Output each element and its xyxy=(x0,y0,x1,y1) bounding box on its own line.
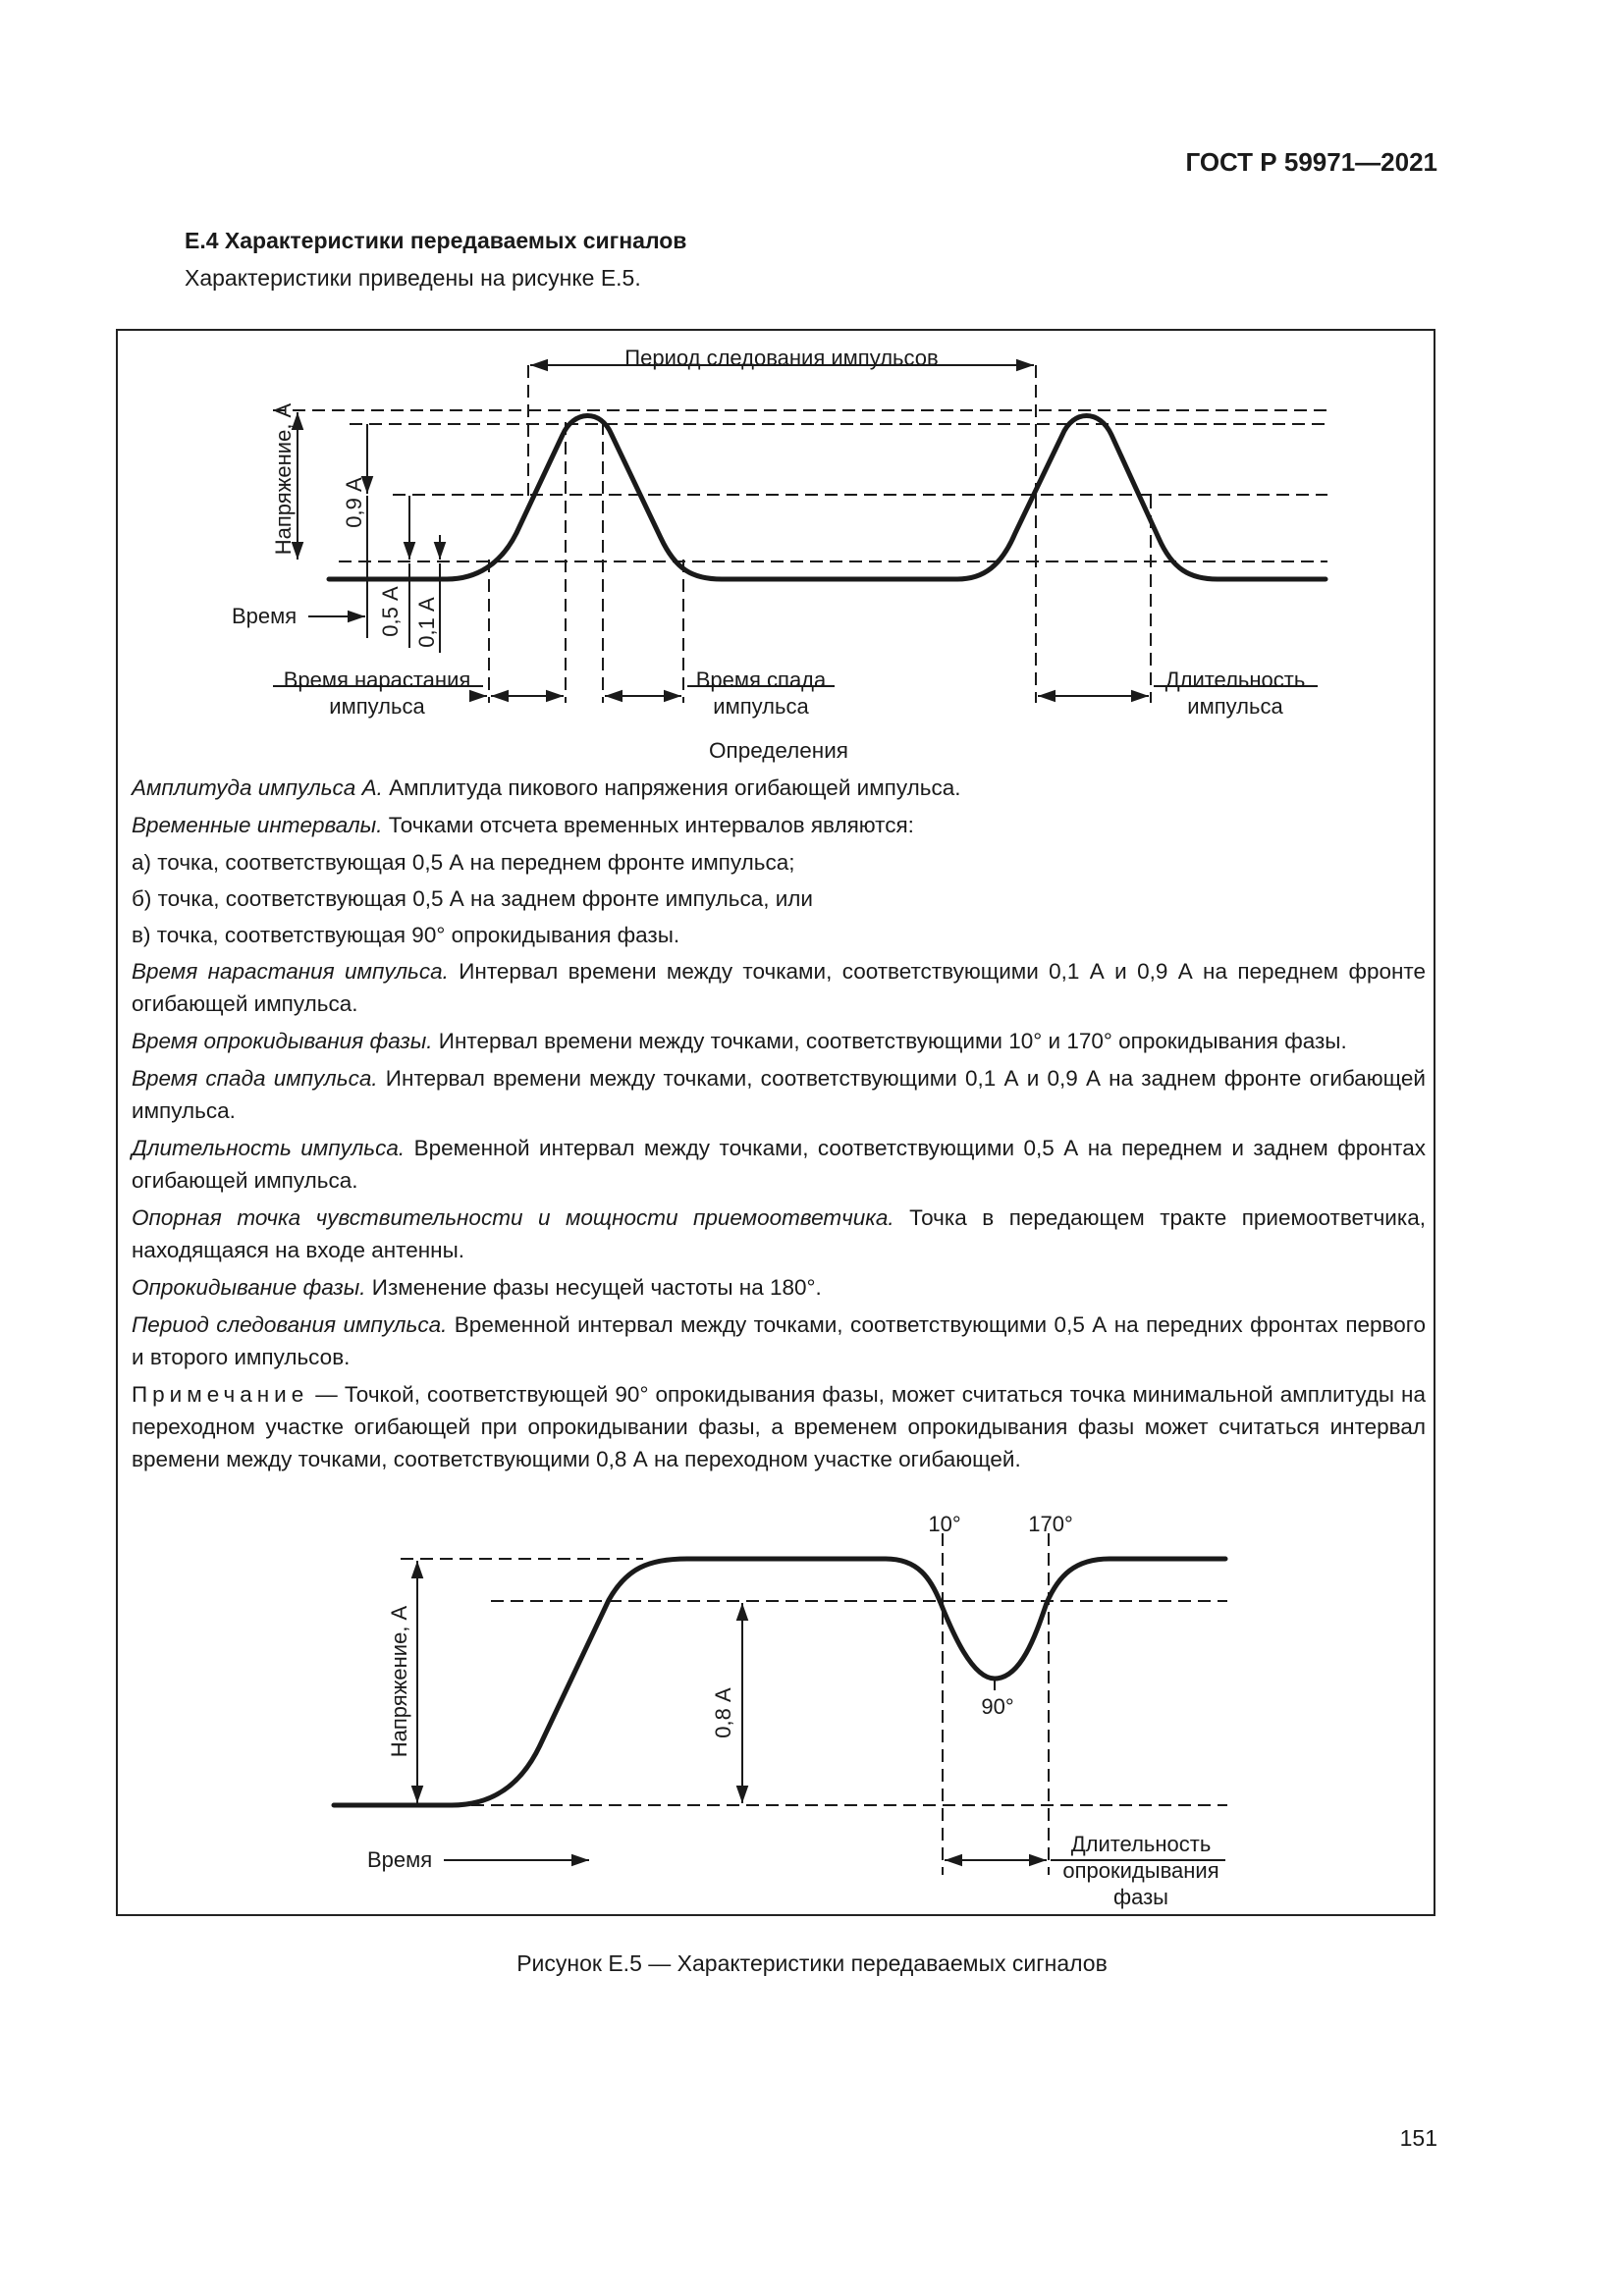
definition-list-item: в) точка, соответствующая 90° опрокидывания фазы. xyxy=(132,923,680,947)
fall-time-label-line1: Время спада xyxy=(695,667,827,692)
phase-envelope-waveform xyxy=(334,1559,1225,1805)
level-05-label: 0,5 А xyxy=(378,586,403,637)
rise-time-label-line1: Время нарастания xyxy=(283,667,471,692)
level-guide-lines xyxy=(273,365,1327,703)
section-heading: Е.4 Характеристики передаваемых сигналов xyxy=(185,228,687,253)
definition-item: Период следования импульса. Временной интервал между точками, соответствующими 0,5 А на передних фронтах первого и второго импульсов. xyxy=(132,1312,1426,1369)
phase-duration-label-line3: фазы xyxy=(1113,1885,1168,1909)
definition-item: Опорная точка чувствительности и мощности приемоответчика. Точка в передающем тракте приемоответчика, находящаяся на входе антенны. xyxy=(132,1205,1426,1262)
pulse-diagram xyxy=(0,0,1624,731)
definition-item: Время опрокидывания фазы. Интервал времени между точками, соответствующими 10° и 170° опрокидывания фазы. xyxy=(132,1029,1347,1053)
voltage-axis-label: Напряжение, А xyxy=(271,402,296,556)
document-code: ГОСТ Р 59971—2021 xyxy=(1185,147,1437,177)
level-08-label: 0,8 А xyxy=(711,1687,735,1738)
voltage-axis-label: Напряжение, А xyxy=(387,1605,411,1758)
note xyxy=(132,1378,1426,1475)
level-01-label: 0,1 А xyxy=(414,597,439,648)
angle-170-label: 170° xyxy=(1028,1512,1073,1536)
phase-reversal-diagram xyxy=(0,1472,1624,1916)
note-text: — Точкой, соответствующей 90° опрокидывания фазы, может считаться точка минимальной амплитуды на переходном участке огибающей при опрокидывании фазы, а временем опрокидывания фазы может считаться интервал времени между точками, соответствующими 0,8 А на переходном участке огибающей. xyxy=(132,1382,1426,1471)
fall-time-label-line2: импульса xyxy=(713,694,809,719)
definition-item: Длительность импульса. Временной интервал между точками, соответствующими 0,5 А на переднем и заднем фронтах огибающей импульса. xyxy=(132,1136,1427,1193)
definitions-block xyxy=(132,734,1426,1480)
note-label: Примечание xyxy=(132,1382,309,1407)
level-guide-lines xyxy=(401,1533,1227,1875)
angle-90-label: 90° xyxy=(981,1694,1014,1719)
time-axis-label: Время xyxy=(367,1847,433,1872)
period-label: Период следования импульсов xyxy=(624,346,939,370)
definition-item: Время спада импульса. Интервал времени между точками, соответствующими 0,1 А и 0,9 А на заднем фронте огибающей импульса. xyxy=(132,1066,1426,1123)
definitions-title: Определения xyxy=(709,738,848,763)
definition-item: Время нарастания импульса. Интервал времени между точками, соответствующими 0,1 А и 0,9 А на переднем фронте огибающей импульса. xyxy=(132,959,1426,1016)
phase-duration-label-line2: опрокидывания xyxy=(1062,1858,1219,1883)
definition-list-item: а) точка, соответствующая 0,5 А на переднем фронте импульса; xyxy=(132,850,795,875)
angle-10-label: 10° xyxy=(928,1512,961,1536)
duration-label-line1: Длительность xyxy=(1164,667,1306,692)
intro-text: Характеристики приведены на рисунке Е.5. xyxy=(185,265,641,291)
pulse-waveform xyxy=(329,415,1326,579)
rise-time-label-line2: импульса xyxy=(329,694,425,719)
duration-label-line2: импульса xyxy=(1187,694,1283,719)
level-09-label: 0,9 А xyxy=(342,477,366,528)
time-axis-label: Время xyxy=(232,604,298,628)
figure-caption: Рисунок Е.5 — Характеристики передаваемых сигналов xyxy=(516,1950,1108,1976)
definition-item: Временные интервалы. Точками отсчета временных интервалов являются: xyxy=(132,813,914,837)
definition-list-item: б) точка, соответствующая 0,5 А на заднем фронте импульса, или xyxy=(132,886,813,911)
phase-duration-label-line1: Длительность xyxy=(1070,1832,1212,1856)
definition-item: Опрокидывание фазы. Изменение фазы несущей частоты на 180°. xyxy=(132,1275,822,1300)
definition-item: Амплитуда импульса А. Амплитуда пикового напряжения огибающей импульса. xyxy=(132,775,961,800)
page-number: 151 xyxy=(1399,2125,1437,2151)
